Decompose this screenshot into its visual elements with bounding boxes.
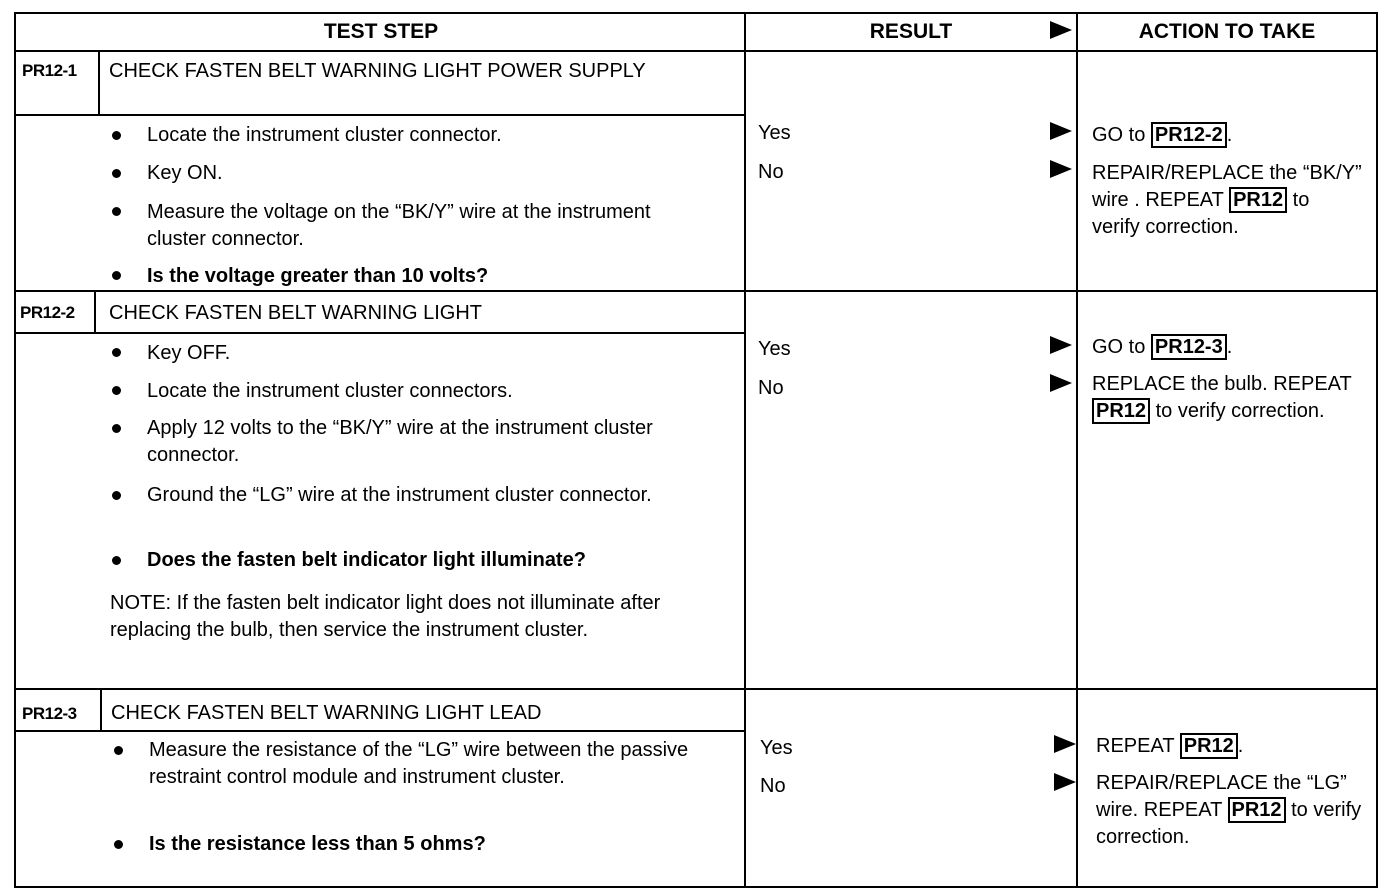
step-question: Is the resistance less than 5 ohms? [149,833,486,855]
step-id: PR12-1 [22,61,77,80]
step-divider [16,290,1378,292]
bullet-icon [112,424,121,433]
action-text: to verify correction. [1092,189,1310,238]
bullet-icon [112,556,121,565]
step-instruction: Locate the instrument cluster connectors. [147,380,513,402]
action-text: to verify correction. [1096,799,1362,848]
step-instruction: Locate the instrument cluster connector. [147,124,502,146]
header-test-step: TEST STEP [16,14,746,52]
action-text: . [1226,336,1233,358]
action-text: to verify correction. [1150,400,1325,422]
arrow-right-icon [1054,773,1076,791]
action-text: REPAIR/REPLACE the “LG” wire. REPEAT [1096,772,1347,821]
step-reference: PR12 [1229,187,1287,213]
step-instruction: Key OFF. [147,342,231,364]
step-reference: PR12-3 [1151,334,1227,360]
action-no [1092,371,1362,425]
action-text: REPAIR/REPLACE the “BK/Y” wire . REPEAT [1092,162,1362,211]
step-reference: PR12-2 [1151,122,1227,148]
step-note: NOTE: If the fasten belt indicator light does not illuminate after replacing the bulb, then service the instrument cluster. [110,592,661,641]
step-id: PR12-2 [20,303,75,322]
step-question: Does the fasten belt indicator light illuminate? [147,549,586,571]
step-title-rule [16,114,746,116]
bullet-icon [112,271,121,280]
header-action: ACTION TO TAKE [1076,14,1378,52]
result-no: No [758,161,784,183]
header-arrow-icon [1050,21,1072,39]
action-no [1096,770,1366,851]
arrow-right-icon [1054,735,1076,753]
column-divider-action [1076,14,1078,886]
step-question: Is the voltage greater than 10 volts? [147,265,489,287]
action-text: REPEAT [1096,735,1180,757]
bullet-icon [112,207,121,216]
action-text: . [1237,735,1244,757]
bullet-icon [112,348,121,357]
action-text: GO to [1092,336,1151,358]
arrow-right-icon [1050,160,1072,178]
bullet-icon [112,491,121,500]
step-title-rule [16,730,746,732]
result-no: No [760,775,786,797]
header-result-label: RESULT [869,20,953,43]
bullet-icon [114,746,123,755]
header-result [746,14,1076,52]
step-instruction: Measure the resistance of the “LG” wire between the passive restraint control module and instrument cluster. [149,739,689,788]
step-id-divider [98,52,100,116]
arrow-right-icon [1050,374,1072,392]
step-title: CHECK FASTEN BELT WARNING LIGHT LEAD [111,702,542,724]
step-title: CHECK FASTEN BELT WARNING LIGHT [109,302,483,324]
action-text: . [1226,124,1233,146]
step-id-divider [94,290,96,334]
step-id-divider [100,688,102,732]
arrow-right-icon [1050,122,1072,140]
step-reference: PR12 [1228,797,1286,823]
column-divider-result [744,14,746,886]
step-instruction: Key ON. [147,162,223,184]
result-yes: Yes [758,122,791,144]
step-reference: PR12 [1180,733,1238,759]
action-text: GO to [1092,124,1151,146]
action-yes [1096,733,1366,760]
bullet-icon [112,169,121,178]
result-yes: Yes [758,338,791,360]
action-yes [1092,334,1362,361]
result-no: No [758,377,784,399]
action-text: REPLACE the bulb. REPEAT [1092,373,1352,395]
action-no [1092,160,1362,241]
bullet-icon [114,840,123,849]
action-yes [1092,122,1362,149]
result-yes: Yes [760,737,793,759]
step-instruction: Measure the voltage on the “BK/Y” wire at the instrument cluster connector. [147,201,651,250]
bullet-icon [112,386,121,395]
step-instruction: Apply 12 volts to the “BK/Y” wire at the instrument cluster connector. [147,417,653,466]
step-title-rule [16,332,746,334]
bullet-icon [112,131,121,140]
pinpoint-test-table [14,12,1378,888]
step-divider [16,688,1378,690]
step-instruction: Ground the “LG” wire at the instrument cluster connector. [147,484,652,506]
step-title: CHECK FASTEN BELT WARNING LIGHT POWER SUPPLY [109,60,646,82]
step-reference: PR12 [1092,398,1150,424]
arrow-right-icon [1050,336,1072,354]
step-id: PR12-3 [22,704,77,723]
